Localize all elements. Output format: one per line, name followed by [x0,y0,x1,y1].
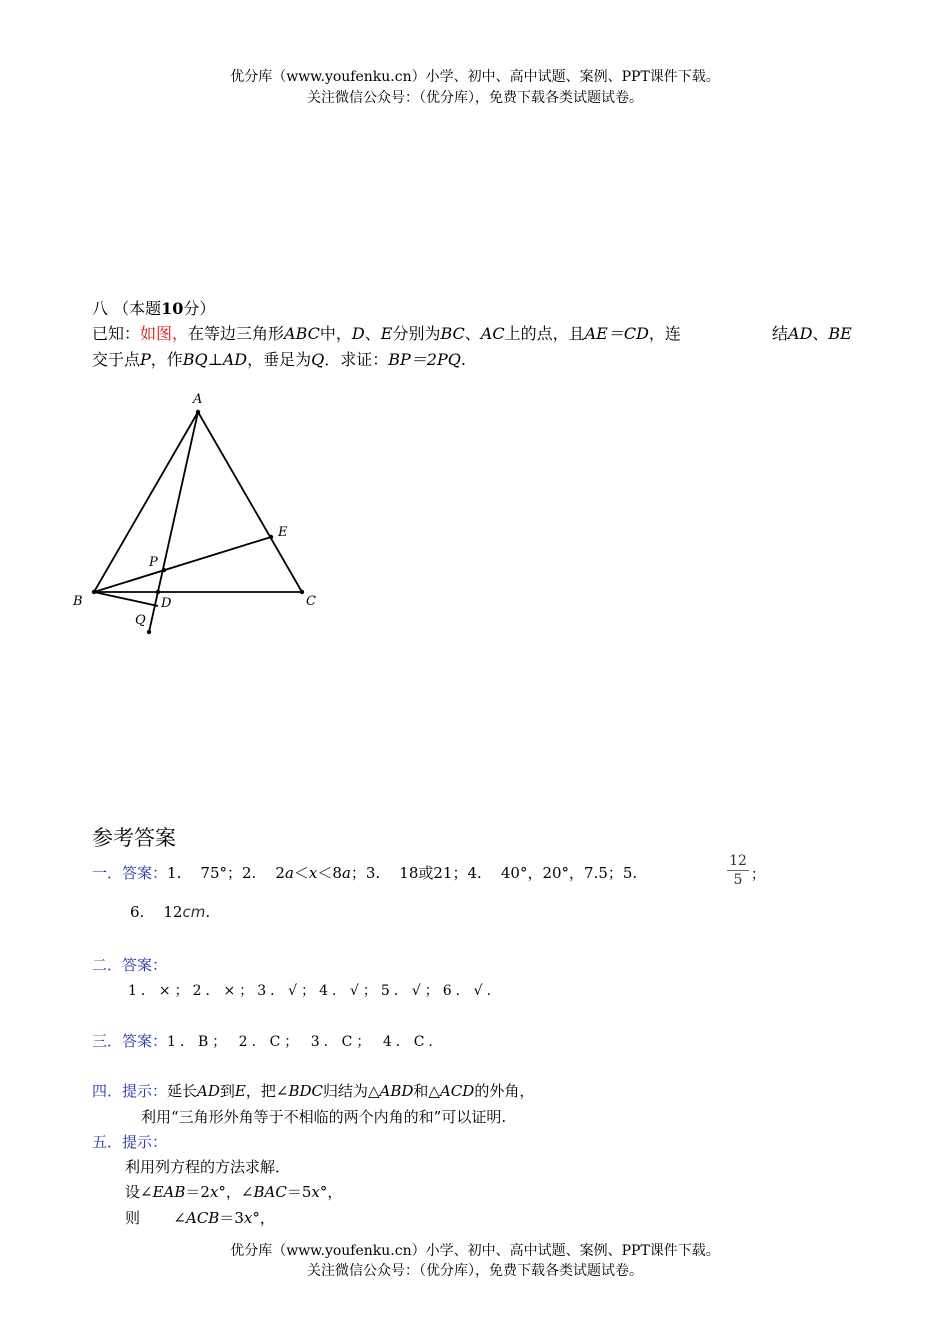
header-line-1: 优分库（www.youfenku.cn）小学、初中、高中试题、案例、PPT课件下载。 [230,69,720,85]
ans-text: 到 [219,1082,235,1100]
fraction-12-over-5 [727,853,749,888]
fraction-denominator: 5 [733,872,743,888]
ans-var: ACD [439,1082,475,1100]
ans-var: BDC [288,1082,323,1100]
ans-text: 1. [167,864,182,882]
point-a [196,410,200,414]
header-line-2: 关注微信公众号：（优分库），免费下载各类试题试卷。 [307,90,643,106]
ans-text: 6. [130,903,145,921]
ans-var: AD [197,1082,220,1100]
ans-var: a [341,864,351,882]
ans-var: x [209,1183,219,1201]
ans-var: x [243,1209,253,1227]
ans-text: 延长 [167,1082,198,1100]
q-text: 、 [812,324,829,343]
ans-text: 和△ [413,1082,440,1100]
q-var: BE [828,324,852,343]
q-text: 中， [319,324,352,343]
label-d: D [161,596,172,611]
answer-section-5-line-1: 利用列方程的方法求解． [125,1158,291,1176]
question-line-2 [92,347,466,370]
fraction-bar [727,870,749,871]
ans-text: ＝3 [219,1209,244,1227]
ans-text: 归结为△ [322,1082,380,1100]
label-p: P [149,555,158,570]
point-q [147,630,151,634]
q-var: AD [222,350,248,369]
q-var: D [351,324,365,343]
segment-aq [149,412,198,632]
ans-text: ＜8 [317,864,342,882]
section-3-label: 答案： [122,1032,168,1050]
q-text: 、 [364,324,381,343]
section-5-number: 五． [92,1133,123,1151]
question-line-1-end [772,321,852,344]
label-q: Q [135,613,146,628]
triangle-figure [60,385,340,645]
ans-text: ＜ [293,864,309,882]
ans-text: 的外角， [474,1082,535,1100]
ans-text: 2. [242,864,257,882]
ans-text: 18或21；4. [399,864,482,882]
section-5-label: 提示： [122,1133,168,1151]
ans-text: °，∠ [218,1183,254,1201]
q-var: AD [788,324,813,343]
label-b: B [73,594,83,609]
q-text: ，连 [648,324,681,343]
q-figure-ref: 如图， [140,324,189,343]
question-title-prefix: 八 （本题 [92,299,162,318]
q-var: E [380,324,393,343]
ans-text: °， [319,1183,343,1201]
q-var: AE＝CD [584,324,649,343]
q-text: 在等边三角形 [188,324,285,343]
answer-section-4 [92,1080,534,1101]
ans-var: BAC [253,1183,287,1201]
section-1-number: 一． [92,864,123,882]
ans-unit: cm [182,903,206,921]
q-text: 、 [464,324,481,343]
ans-text: 12 [163,903,183,921]
question-title-suffix: 分） [183,299,216,318]
label-e: E [278,525,288,540]
section-3-number: 三． [92,1032,123,1050]
q-text: ，垂足为 [247,350,312,369]
ans-text: ∠ [173,1209,186,1227]
answer-section-3 [92,1030,446,1051]
ans-var: ACB [185,1209,220,1227]
segment-ac [198,412,302,592]
q-var: Q [311,350,325,369]
answers-heading: 参考答案 [92,826,176,850]
answer-section-5-line-3 [125,1207,275,1228]
q-text: ，作 [150,350,183,369]
question-points: 10 [161,299,184,318]
answer-section-5-line-2 [125,1181,342,1202]
q-text: . [460,350,466,369]
footer-line-1: 优分库（www.youfenku.cn）小学、初中、高中试题、案例、PPT课件下载。 [230,1243,720,1259]
label-c: C [306,594,316,609]
answer-semicolon: ； [751,867,765,883]
answer-section-1 [92,862,637,883]
q-text: 分别为 [392,324,441,343]
q-var: P [140,350,151,369]
point-p [162,568,166,572]
ans-text: 则 [125,1209,141,1227]
ans-text: 2 [275,864,285,882]
q-text: 交于点 [92,350,141,369]
point-d [156,590,160,594]
ans-text: ＝2 [185,1183,210,1201]
section-4-label: 提示： [122,1082,168,1100]
q-text: ⊥ [207,350,223,369]
ans-text: ，把∠ [245,1082,289,1100]
q-var: BP＝2PQ [388,350,461,369]
ans-text: ＝5 [286,1183,312,1201]
q-text: ．求证： [324,350,389,369]
section-1-label: 答案： [122,864,168,882]
q-text: 结 [772,324,789,343]
point-e [269,535,273,539]
answer-section-4-line-2: 利用“三角形外角等于不相临的两个内角的和”可以证明. [141,1108,507,1126]
question-title [92,296,215,319]
footer-line-2: 关注微信公众号：（优分库），免费下载各类试题试卷。 [307,1263,643,1279]
q-text: 上的点，且 [504,324,585,343]
section-2-label: 答案： [122,956,168,974]
section-4-number: 四． [92,1082,123,1100]
ans-text: °， [252,1209,275,1227]
segment-bq [94,592,158,606]
ans-var: EAB [152,1183,186,1201]
answer-section-5-header [92,1131,167,1152]
section-3-items: 1．B； 2．C； 3．C； 4．C． [167,1034,447,1050]
answer-section-1-line-2 [130,903,210,921]
q-var: BQ [182,350,208,369]
label-a: A [193,392,203,407]
q-var: BC [440,324,465,343]
ans-var: ABD [379,1082,414,1100]
ans-var: x [308,864,318,882]
q-var: ABC [284,324,320,343]
ans-text: 设∠ [125,1183,153,1201]
ans-text: 75°； [200,864,243,882]
ans-var: a [284,864,294,882]
q-var: AC [480,324,505,343]
answer-section-2-items: 1．×；2．×；3．√；4．√；5．√；6．√. [128,983,496,999]
answer-section-2-header [92,954,167,975]
ans-text: ；3. [350,864,381,882]
point-b [92,590,96,594]
fraction-numerator: 12 [729,853,747,869]
ans-var: x [311,1183,320,1201]
question-line-1 [92,321,681,344]
q-given-label: 已知： [92,324,141,343]
section-2-number: 二． [92,956,123,974]
ans-text: . [205,903,211,921]
ans-text: 40°，20°，7.5；5. [500,864,638,882]
point-c [300,590,304,594]
ans-var: E [234,1082,246,1100]
